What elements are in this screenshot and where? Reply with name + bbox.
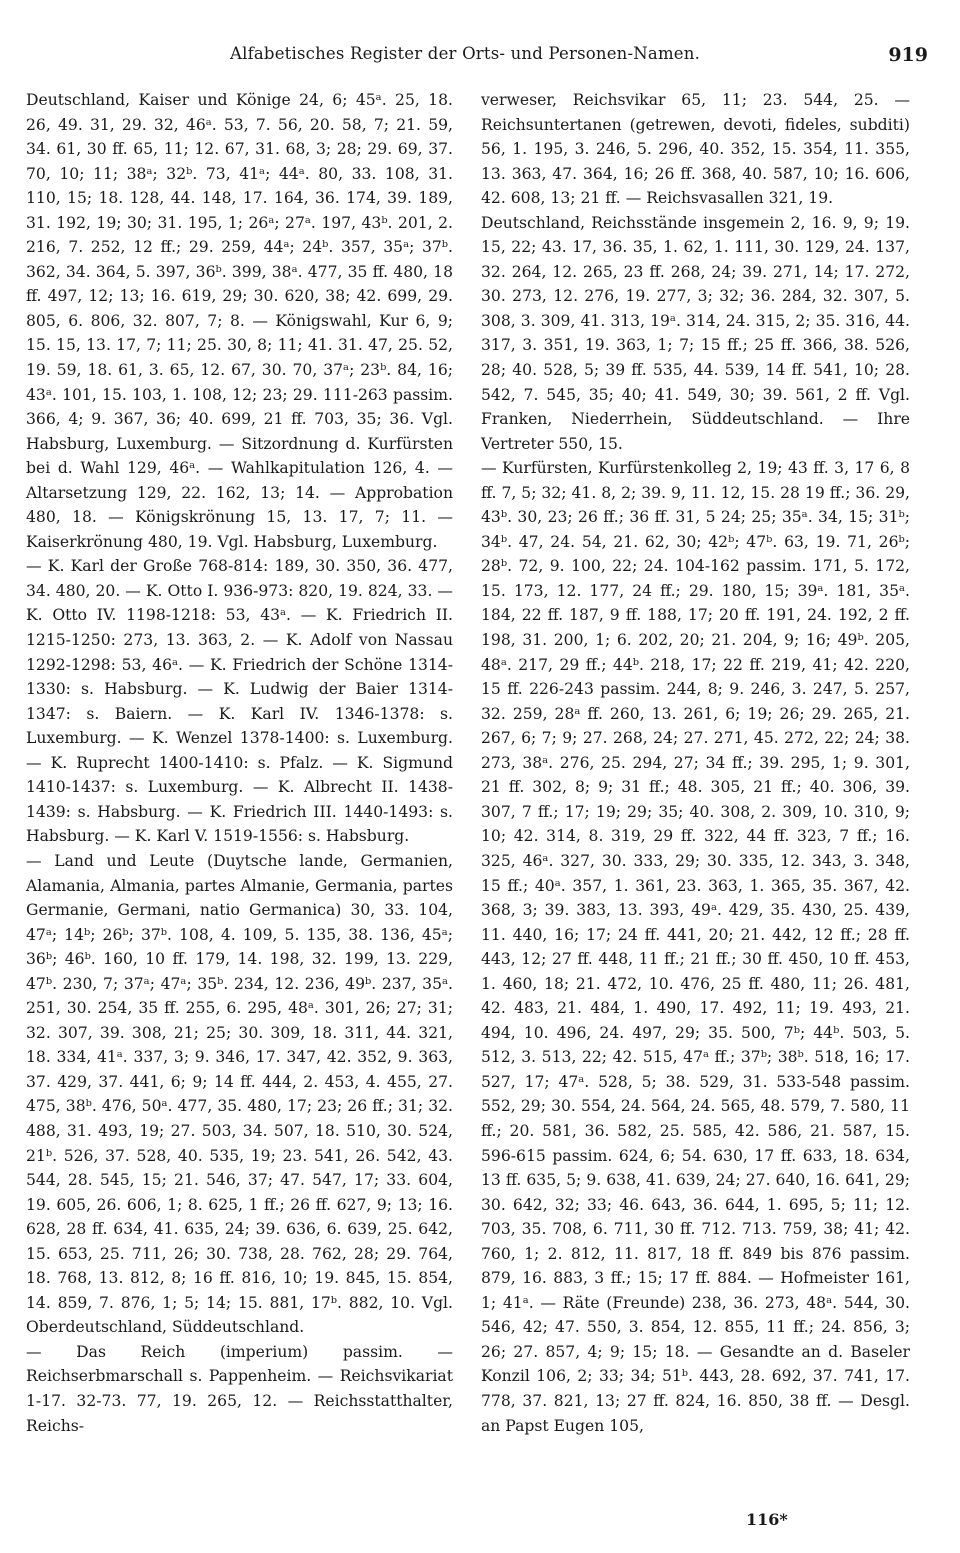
page-number: 919 bbox=[888, 44, 928, 66]
running-title: Alfabetisches Register der Orts- und Personen-Namen. bbox=[230, 44, 701, 63]
index-entry: — Das Reich (imperium) passim. — Reichserbmarschall s. Pappenheim. — Reichsvikariat 1-17. 32-73. 77, 19. 265, 12. — Reichsstatthalter, Reichs- bbox=[26, 1342, 453, 1435]
page-header bbox=[0, 44, 960, 74]
left-column bbox=[26, 88, 453, 1438]
signature-mark: 116* bbox=[746, 1510, 788, 1529]
index-entry: Deutschland, Kaiser und Könige 24, 6; 45ᵃ. 25, 18. 26, 49. 31, 29. 32, 46ᵃ. 53, 7. 56, 20. 58, 7; 21. 59, 34. 61, 30 ff. 65, 11; 12. 67, 31. 68, 3; 28; 29. 69, 37. 70, 10; 11; 38ᵃ; 32ᵇ. 73, 41ᵃ; 44ᵃ. 80, 33. 108, 31. 110, 15; 18. 128, 44. 148, 17. 164, 36. 174, 39. 189, 31. 192, 19; 30; 31. 195, 1; 26ᵃ; 27ᵃ. 197, 43ᵇ. 201, 2. 216, 7. 252, 12 ff.; 29. 259, 44ᵃ; 24ᵇ. 357, 35ᵃ; 37ᵇ. 362, 34. 364, 5. 397, 36ᵇ. 399, 38ᵃ. 477, 35 ff. 480, 18 ff. 497, 12; 13; 16. 619, 29; 30. 620, 38; 42. 699, 29. 805, 6. 806, 32. 807, 7; 8. — Königswahl, Kur 6, 9; 15. 15, 13. 17, 7; 11; 25. 30, 8; 11; 41. 31. 47, 25. 52, 19. 59, 18. 61, 3. 65, 12. 67, 30. 70, 37ᵃ; 23ᵇ. 84, 16; 43ᵃ. 101, 15. 103, 1. 108, 12; 23; 29. 111-263 passim. 366, 4; 9. 367, 36; 40. 699, 21 ff. 703, 35; 36. Vgl. Habsburg, Luxemburg. — Sitzordnung d. Kurfürsten bei d. Wahl 129, 46ᵃ. — Wahlkapitulation 126, 4. — Altarsetzung 129, 22. 162, 13; 14. — Approbation 480, 18. — Königskrönung 15, 13. 17, 7; 11. — Kaiserkrönung 480, 19. Vgl. Habsburg, Luxemburg. bbox=[26, 91, 453, 551]
index-entry: — Kurfürsten, Kurfürstenkolleg 2, 19; 43 ff. 3, 17 6, 8 ff. 7, 5; 32; 41. 8, 2; 39. 9, 11. 12, 15. 28 19 ff.; 36. 29, 43ᵇ. 30, 23; 26 ff.; 36 ff. 31, 5 24; 25; 35ᵃ. 34, 15; 31ᵇ; 34ᵇ. 47, 24. 54, 21. 62, 30; 42ᵇ; 47ᵇ. 63, 19. 71, 26ᵇ; 28ᵇ. 72, 9. 100, 22; 24. 104-162 passim. 171, 5. 172, 15. 173, 12. 177, 24 ff.; 29. 180, 15; 39ᵃ. 181, 35ᵃ. 184, 22 ff. 187, 9 ff. 188, 17; 20 ff. 191, 24. 192, 2 ff. 198, 31. 200, 1; 6. 202, 20; 21. 204, 9; 16; 49ᵇ. 205, 48ᵃ. 217, 29 ff.; 44ᵇ. 218, 17; 22 ff. 219, 41; 42. 220, 15 ff. 226-243 passim. 244, 8; 9. 246, 3. 247, 5. 257, 32. 259, 28ᵃ ff. 260, 13. 261, 6; 19; 26; 29. 265, 21. 267, 6; 7; 9; 27. 268, 24; 27. 271, 45. 272, 22; 24; 38. 273, 38ᵃ. 276, 25. 294, 27; 34 ff.; 39. 295, 1; 9. 301, 21 ff. 302, 8; 9; 31 ff.; 48. 305, 21 ff.; 40. 306, 39. 307, 7 ff.; 17; 19; 29; 35; 40. 308, 2. 309, 10. 310, 9; 10; 42. 314, 8. 319, 29 ff. 322, 44 ff. 323, 7 ff.; 16. 325, 46ᵃ. 327, 30. 333, 29; 30. 335, 12. 343, 3. 348, 15 ff.; 40ᵃ. 357, 1. 361, 23. 363, 1. 365, 35. 367, 42. 368, 3; 39. 383, 13. 393, 49ᵃ. 429, 35. 430, 25. 439, 11. 440, 16; 17; 24 ff. 441, 20; 21. 442, 12 ff.; 28 ff. 443, 12; 27 ff. 448, 11 ff.; 21 ff.; 30 ff. 450, 10 ff. 453, 1. 460, 18; 21. 472, 10. 476, 25 ff. 480, 11; 26. 481, 42. 483, 21. 484, 1. 490, 17. 492, 11; 19. 493, 21. 494, 10. 496, 24. 497, 29; 35. 500, 7ᵇ; 44ᵇ. 503, 5. 512, 3. 513, 22; 42. 515, 47ᵃ ff.; 37ᵇ; 38ᵇ. 518, 16; 17. 527, 17; 47ᵃ. 528, 5; 38. 529, 31. 533-548 passim. 552, 29; 30. 554, 24. 564, 24. 565, 48. 579, 7. 580, 11 ff.; 20. 581, 36. 582, 25. 585, 42. 586, 21. 587, 15. 596-615 passim. 624, 6; 54. 630, 17 ff. 633, 18. 634, 13 ff. 635, 5; 9. 638, 41. 639, 24; 27. 640, 16. 641, 29; 30. 642, 32; 33; 46. 643, 36. 644, 1. 695, 5; 11; 12. 703, 35. 708, 6. 711, 30 ff. 712. 713. 759, 38; 41; 42. 760, 1; 2. 812, 11. 817, 18 ff. 849 bis 876 passim. 879, 16. 883, 3 ff.; 15; 17 ff. 884. — Hofmeister 161, 1; 41ᵃ. — Räte (Freunde) 238, 36. 273, 48ᵃ. 544, 30. 546, 42; 47. 550, 3. 854, 12. 855, 11 ff.; 24. 856, 3; 26; 27. 857, 4; 9; 15; 18. — Gesandte an d. Baseler Konzil 106, 2; 33; 34; 51ᵇ. 443, 28. 692, 37. 741, 17. 778, 37. 821, 13; 27 ff. 824, 16. 850, 38 ff. — Desgl. an Papst Eugen 105, bbox=[481, 459, 910, 1435]
index-entry: — Land und Leute (Duytsche lande, Germanien, Alamania, Almania, partes Almanie, Germania, partes Germanie, Germani, natio Germanica) 30, 33. 104, 47ᵃ; 14ᵇ; 26ᵇ; 37ᵇ. 108, 4. 109, 5. 135, 38. 136, 45ᵃ; 36ᵇ; 46ᵇ. 160, 10 ff. 179, 14. 198, 32. 199, 13. 229, 47ᵇ. 230, 7; 37ᵃ; 47ᵃ; 35ᵇ. 234, 12. 236, 49ᵇ. 237, 35ᵃ. 251, 30. 254, 35 ff. 255, 6. 295, 48ᵃ. 301, 26; 27; 31; 32. 307, 39. 308, 21; 25; 30. 309, 18. 311, 44. 321, 18. 334, 41ᵃ. 337, 3; 9. 346, 17. 347, 42. 352, 9. 363, 37. 429, 37. 441, 6; 9; 14 ff. 444, 2. 453, 4. 455, 27. 475, 38ᵇ. 476, 50ᵃ. 477, 35. 480, 17; 23; 26 ff.; 31; 32. 488, 31. 493, 19; 27. 503, 34. 507, 18. 510, 30. 524, 21ᵇ. 526, 37. 528, 40. 535, 19; 23. 541, 26. 542, 43. 544, 28. 545, 15; 21. 546, 37; 47. 547, 17; 33. 604, 19. 605, 26. 606, 1; 8. 625, 1 ff.; 26 ff. 627, 9; 13; 16. 628, 28 ff. 634, 41. 635, 24; 39. 636, 6. 639, 25. 642, 15. 653, 25. 711, 26; 30. 738, 28. 762, 28; 29. 764, 18. 768, 13. 812, 8; 16 ff. 816, 10; 19. 845, 15. 854, 14. 859, 7. 876, 1; 5; 14; 15. 881, 17ᵇ. 882, 10. Vgl. Oberdeutschland, Süddeutschland. bbox=[26, 851, 453, 1337]
index-entry: verweser, Reichsvikar 65, 11; 23. 544, 25. — Reichsuntertanen (getrewen, devoti, fideles, subditi) 56, 1. 195, 3. 246, 5. 296, 40. 352, 15. 354, 11. 355, 13. 363, 47. 364, 16; 26 ff. 368, 40. 587, 10; 16. 606, 42. 608, 13; 21 ff. — Reichsvasallen 321, 19. bbox=[481, 91, 910, 208]
right-column bbox=[481, 88, 910, 1438]
index-entry: — K. Karl der Große 768-814: 189, 30. 350, 36. 477, 34. 480, 20. — K. Otto I. 936-973: 820, 19. 824, 33. — K. Otto IV. 1198-1218: 53, 43ᵃ. — K. Friedrich II. 1215-1250: 273, 13. 363, 2. — K. Adolf von Nassau 1292-1298: 53, 46ᵃ. — K. Friedrich der Schöne 1314-1330: s. Habsburg. — K. Ludwig der Baier 1314-1347: s. Baiern. — K. Karl IV. 1346-1378: s. Luxemburg. — K. Wenzel 1378-1400: s. Luxemburg. — K. Ruprecht 1400-1410: s. Pfalz. — K. Sigmund 1410-1437: s. Luxemburg. — K. Albrecht II. 1438-1439: s. Habsburg. — K. Friedrich III. 1440-1493: s. Habsburg. — K. Karl V. 1519-1556: s. Habsburg. bbox=[26, 557, 453, 846]
index-entry: Deutschland, Reichsstände insgemein 2, 16. 9, 9; 19. 15, 22; 43. 17, 36. 35, 1. 62, 1. 111, 30. 129, 24. 137, 32. 264, 12. 265, 23 ff. 268, 24; 39. 271, 14; 17. 272, 30. 273, 12. 276, 19. 277, 3; 32; 36. 284, 32. 307, 5. 308, 3. 309, 41. 313, 19ᵃ. 314, 24. 315, 2; 35. 316, 44. 317, 3. 351, 19. 363, 1; 7; 15 ff.; 25 ff. 366, 38. 526, 28; 40. 528, 5; 39 ff. 535, 44. 539, 14 ff. 541, 10; 28. 542, 7. 545, 35; 40; 41. 549, 30; 39. 561, 2 ff. Vgl. Franken, Niederrhein, Süddeutschland. — Ihre Vertreter 550, 15. bbox=[481, 213, 910, 453]
